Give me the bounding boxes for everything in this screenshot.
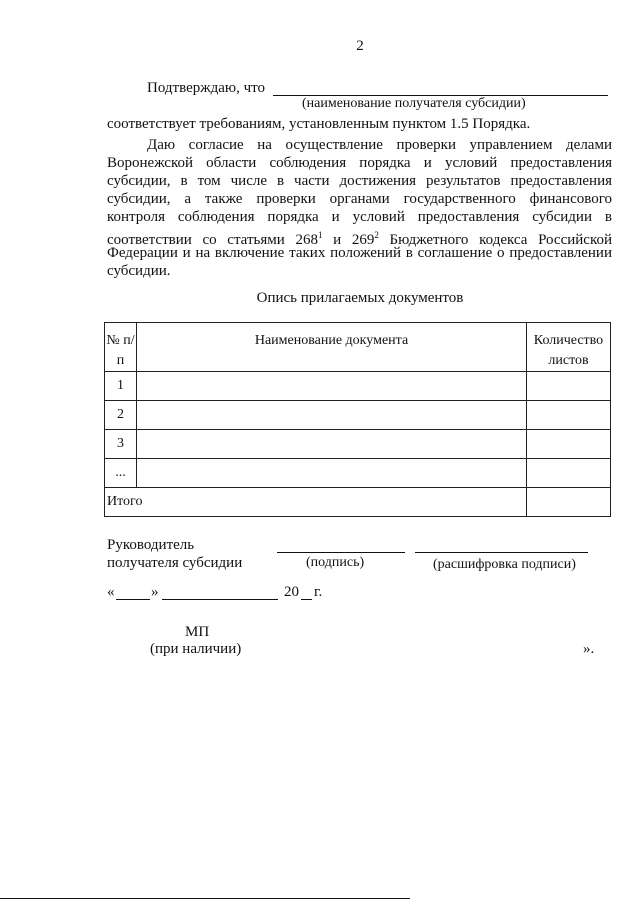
consent-line-6-start: соответствии со статьями 268 <box>107 232 318 248</box>
table-row <box>105 401 611 430</box>
consent-line-7: Федерации и на включение таких положений в соглашение о предоставлении <box>107 245 612 261</box>
head-title-line-2: получателя субсидии <box>107 555 243 571</box>
row-document-name <box>137 372 527 401</box>
date-day-line <box>116 584 150 600</box>
date-close-quote: » <box>151 584 159 600</box>
footnote-2: 2 <box>374 230 379 240</box>
table-total-row <box>105 488 611 517</box>
header-document-name: Наименование документа <box>137 323 527 372</box>
header-num: № п/п <box>105 323 137 372</box>
recipient-name-caption: (наименование получателя субсидии) <box>302 96 526 111</box>
signature-transcript-caption: (расшифровка подписи) <box>433 557 576 572</box>
signature-caption: (подпись) <box>306 555 365 570</box>
consent-line-8: субсидии. <box>107 263 171 279</box>
table-header-row <box>105 323 611 372</box>
consent-line-4: субсидии, а также проверки органами государственного финансового <box>107 191 612 207</box>
header-sheet-count: Количество листов <box>527 323 611 372</box>
date-month-line <box>162 584 278 600</box>
footnote-1: 1 <box>317 230 323 240</box>
table-row <box>105 430 611 459</box>
stamp-note: (при наличии) <box>150 641 242 657</box>
consent-line-5: контроля соблюдения порядка и условий предоставления субсидии в <box>107 209 612 225</box>
confirm-continuation: соответствует требованиям, установленным пунктом 1.5 Порядка. <box>107 116 531 132</box>
signature-line <box>277 538 405 553</box>
table-row <box>105 459 611 488</box>
row-num: ... <box>105 459 137 488</box>
row-sheet-count <box>527 372 611 401</box>
date-year-prefix: 20 <box>284 584 299 600</box>
consent-line-6-end: Бюджетного кодекса Российской <box>378 232 613 248</box>
row-document-name <box>137 401 527 430</box>
row-document-name <box>137 459 527 488</box>
signature-transcript-line <box>415 538 588 553</box>
closing-quote: ». <box>583 641 595 657</box>
date-year-suffix: г. <box>314 584 323 600</box>
footnote-separator <box>0 898 410 899</box>
documents-table-title: Опись прилагаемых документов <box>256 290 464 306</box>
stamp-label: МП <box>185 624 210 640</box>
date-year-line <box>301 584 312 600</box>
confirm-label: Подтверждаю, что <box>147 80 266 96</box>
total-label: Итого <box>105 488 527 517</box>
row-num: 3 <box>105 430 137 459</box>
row-num: 1 <box>105 372 137 401</box>
head-title-line-1: Руководитель <box>107 537 195 553</box>
consent-line-3: субсидии, в том числе в части достижения результатов предоставления <box>107 173 612 189</box>
recipient-name-line <box>273 78 608 96</box>
row-sheet-count <box>527 459 611 488</box>
documents-table <box>104 322 611 517</box>
consent-line-2: Воронежской области соблюдения порядка и условий предоставления <box>107 155 612 171</box>
table-row <box>105 372 611 401</box>
consent-line-6-middle: и 269 <box>322 232 375 248</box>
row-document-name <box>137 430 527 459</box>
page-number: 2 <box>356 38 364 54</box>
row-num: 2 <box>105 401 137 430</box>
row-sheet-count <box>527 401 611 430</box>
row-sheet-count <box>527 430 611 459</box>
date-open-quote: « <box>107 584 115 600</box>
consent-line-1: Даю согласие на осуществление проверки управлением делами <box>147 137 612 153</box>
total-sheet-count <box>527 488 611 517</box>
